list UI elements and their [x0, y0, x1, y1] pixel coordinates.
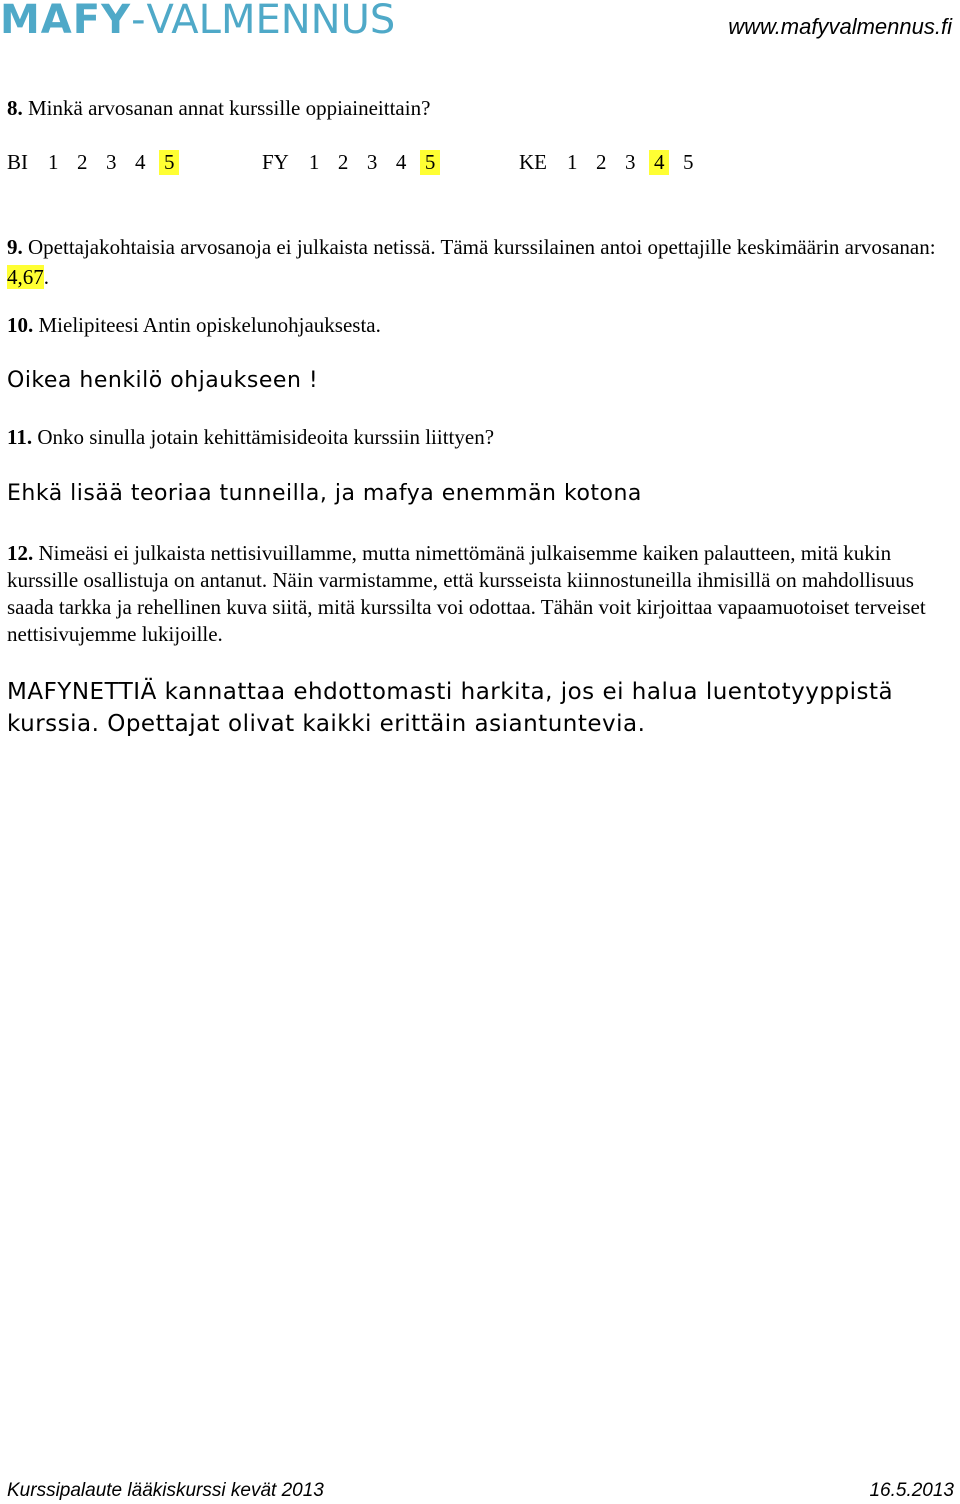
question-10: [7, 313, 381, 338]
site-url[interactable]: www.mafyvalmennus.fi: [728, 14, 952, 39]
grade-row: [7, 150, 907, 178]
grade-subject: FY: [262, 150, 289, 174]
grade-option-selected: 4: [649, 150, 669, 175]
question-9-end: .: [43, 265, 49, 289]
grade-option: 1: [308, 150, 320, 174]
answer-12: MAFYNETTIÄ kannattaa ehdottomasti harkita, jos ei halua luentotyyppistä kurssia. Opettajat olivat kaikki erittäin asiantuntevia.: [7, 679, 894, 737]
question-9-text: Opettajakohtaisia arvosanoja ei julkaista netissä. Tämä kurssilainen antoi opettajille keskimäärin arvosanan:: [22, 235, 936, 259]
page-header: [0, 0, 960, 50]
question-12-number: 12.: [7, 541, 34, 565]
question-12: [7, 540, 957, 648]
grade-option: 3: [366, 150, 378, 174]
mafy-valmennus-logo: [0, 0, 396, 43]
grade-option: 1: [48, 150, 59, 174]
grade-option: 4: [395, 150, 407, 174]
grade-option: 4: [135, 150, 146, 174]
footer-title: Kurssipalaute lääkiskurssi kevät 2013: [7, 1480, 324, 1501]
grade-option: 2: [337, 150, 349, 174]
grade-option: 2: [77, 150, 88, 174]
question-12-text: Nimeäsi ei julkaista nettisivuillamme, mutta nimettömänä julkaisemme kaiken palautteen, mitä kukin kurssille osallistuja on antanut. Näin varmistamme, että kursseista kiinnostuneilla ihmisillä on mahdollisuus saada tarkka ja rehellinen kuva siitä, mitä kurssilta voi odottaa. Tähän voit kirjoittaa vapaamuotoiset terveiset nettisivujemme lukijoille.: [7, 541, 926, 646]
question-9: [7, 232, 952, 292]
grade-group-fy: [262, 150, 449, 175]
average-grade-value: 4,67: [7, 265, 44, 289]
grade-option: 3: [106, 150, 117, 174]
question-8: [7, 96, 430, 121]
answer-11: Ehkä lisää teoriaa tunneilla, ja mafya enemmän kotona: [7, 481, 642, 506]
question-9-number: 9.: [7, 235, 23, 259]
grade-option: 1: [567, 150, 578, 174]
logo-dash: -: [131, 0, 147, 43]
grade-subject: BI: [7, 150, 28, 174]
grade-option: 5: [683, 150, 694, 174]
footer-date: 16.5.2013: [869, 1480, 954, 1501]
grade-subject: KE: [519, 150, 547, 174]
grade-group-ke: [519, 150, 707, 175]
question-10-text: Mielipiteesi Antin opiskelunohjauksesta.: [33, 313, 381, 337]
question-8-text: Minkä arvosanan annat kurssille oppiaineittain?: [22, 96, 431, 120]
grade-option: 3: [625, 150, 636, 174]
question-11-number: 11.: [7, 425, 33, 449]
question-8-number: 8.: [7, 96, 23, 120]
logo-mafy-text: MAFY: [0, 0, 132, 43]
logo-valmennus-text: VALMENNUS: [146, 0, 396, 43]
grade-option-selected: 5: [420, 150, 440, 175]
grade-group-bi: [7, 150, 188, 175]
answer-10: Oikea henkilö ohjaukseen !: [7, 368, 319, 393]
grade-option: 2: [596, 150, 607, 174]
question-10-number: 10.: [7, 313, 34, 337]
question-11-text: Onko sinulla jotain kehittämisideoita kurssiin liittyen?: [32, 425, 495, 449]
question-11: [7, 425, 494, 450]
grade-option-selected: 5: [159, 150, 179, 175]
